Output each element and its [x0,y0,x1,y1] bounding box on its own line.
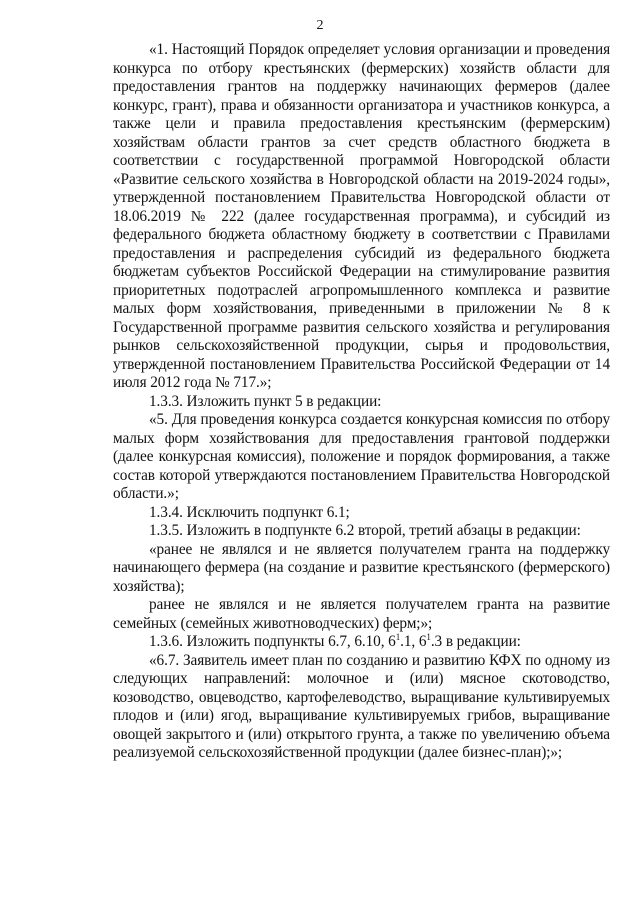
page-number: 2 [316,18,324,33]
paragraph-quote-grant-1: «ранее не являлся и не является получателем гранта на поддержку начинающего фермера (на создание и развитие крестьянского (фермерского) хозяйства); [113,540,610,595]
paragraph-clause-5: «5. Для проведения конкурса создается конкурсная комиссия по отбору малых форм хозяйствования для предоставления грантовой поддержки (далее конкурсная комиссия), положение и порядок формирования, а также состав которой утверждаются постановлением Правительства Новгородской области.»; [113,411,610,502]
paragraph-1-3-4: 1.3.4. Исключить подпункт 6.1; [149,503,350,521]
paragraph-clause-1: «1. Настоящий Порядок определяет условия организации и проведения конкурса по отбору крестьянских (фермерских) хозяйств области для предоставления грантов на поддержку начинающих фермеров (далее конкурс, грант), права и обязанности организатора и участников конкурса, а также цели и правила предоставления крестьянским (фермерским) хозяйствам области грантов за счет средств областного бюджета в соответствии с государственной программой Новгородской области «Развитие сельского хозяйства в Новгородской области на 2019-2024 годы», утвержденной постановлением Правительства Новгородской области от 18.06.2019 № 222 (далее государственная программа), и субсидий из федерального бюджета областному бюджету в соответствии с Правилами предоставления и распределения субсидий из федерального бюджета бюджетам субъектов Российской Федерации на стимулирование развития приоритетных подотраслей агропромышленного комплекса и развитие малых форм хозяйствования, приведенными в приложении № 8 к Государственной программе развития сельского хозяйства и регулирования рынков сельскохозяйственной продукции, сырья и продовольствия, утвержденной постановлением Правительства Российской Федерации от 14 июля 2012 года № 717.»; [113,41,610,391]
document-body [113,41,610,763]
paragraph-1-3-3: 1.3.3. Изложить пункт 5 в редакции: [149,392,382,410]
item-136-superscript-2: 1 [426,631,431,642]
item-136-mid: .1, 6 [400,633,427,650]
item-136-suffix: .3 в редакции: [430,633,521,650]
item-136-prefix: 1.3.6. Изложить подпункты 6.7, 6.10, 6 [149,633,396,650]
paragraph-clause-6-7: «6.7. Заявитель имеет план по созданию и развитию КФХ по одному из следующих направлений: молочное и (или) мясное скотоводство, козоводство, овцеводство, картофелеводство, выращивание культивируемых плодов и (или) ягод, выращивание культивируемых грибов, выращивание овощей закрытого и (или) открытого грунта, а также по увеличению объема реализуемой сельскохозяйственной продукции (далее бизнес-план);»; [113,651,610,761]
paragraph-1-3-5: 1.3.5. Изложить в подпункте 6.2 второй, третий абзацы в редакции: [149,522,581,539]
paragraph-quote-grant-2: ранее не являлся и не является получателем гранта на развитие семейных (семейных животноводческих) ферм;»; [113,596,610,632]
item-136-superscript-1: 1 [395,631,401,642]
paragraph-1-3-6 [113,633,610,652]
